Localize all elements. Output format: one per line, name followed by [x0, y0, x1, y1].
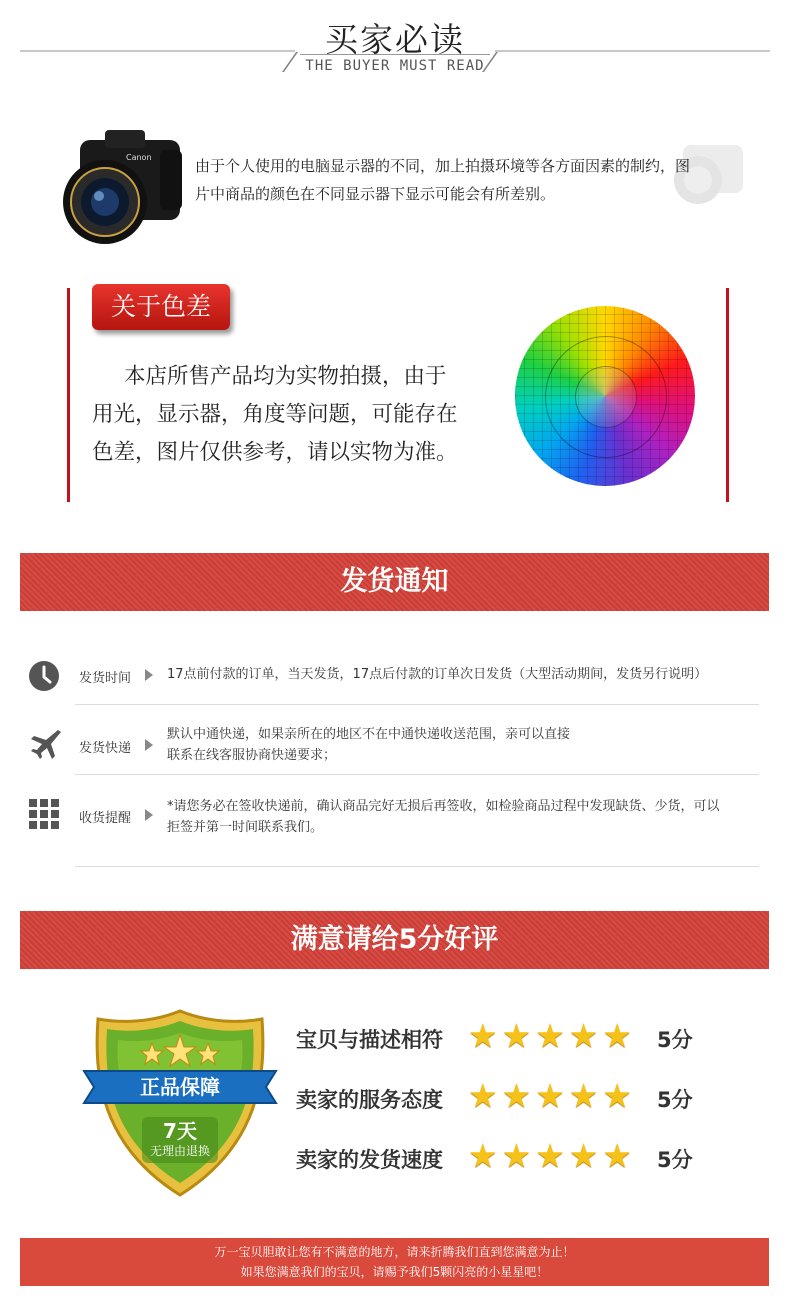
star-icon: ★ — [568, 1136, 599, 1175]
chevron-right-icon — [145, 739, 153, 751]
rating-stars-delivery — [468, 1136, 632, 1175]
badge-title: 正品保障 — [140, 1075, 220, 1099]
svg-text:Canon: Canon — [126, 153, 152, 162]
color-diff-line: 本店所售产品均为实物拍摄，由于 — [124, 364, 447, 389]
guarantee-badge — [80, 1005, 280, 1200]
rating-score-description: 5分 — [657, 1028, 693, 1052]
chevron-right-icon — [145, 669, 153, 681]
star-icon: ★ — [535, 1136, 565, 1175]
rating-label-delivery: 卖家的发货速度 — [296, 1148, 443, 1172]
star-icon: ★ — [501, 1136, 532, 1175]
chevron-right-icon — [145, 809, 153, 821]
receipt-reminder-text — [167, 796, 720, 838]
star-icon: ★ — [602, 1016, 632, 1055]
color-diff-right-bar — [726, 288, 729, 502]
color-diff-line: 色差，图片仅供参考，请以实物为准。 — [92, 440, 458, 465]
footer-line: 万一宝贝胆敢让您有不满意的地方，请来折腾我们直到您满意为止！ — [214, 1245, 575, 1259]
star-icon: ★ — [535, 1076, 565, 1115]
row-text-line: 17点前付款的订单，当天发货，17点后付款的订单次日发货（大型活动期间，发货另行说明） — [167, 667, 708, 682]
badge-days: 7天 — [163, 1119, 197, 1143]
row-text-line: *请您务必在签收快递前，确认商品完好无损后再签收，如检验商品过程中发现缺货、少货，可以 — [167, 799, 720, 814]
row-text-line: 拒签并第一时间联系我们。 — [167, 820, 324, 835]
display-difference-note: 由于个人使用的电脑显示器的不同，加上拍摄环境等各方面因素的制约，图片中商品的颜色在不同显示器下显示可能会有所差别。 — [195, 157, 691, 203]
star-icon: ★ — [468, 1136, 498, 1175]
badge-subtitle: 无理由退换 — [149, 1144, 210, 1158]
row-text-line: 默认中通快递，如果亲所在的地区不在中通快递收送范围，亲可以直接 — [167, 727, 571, 742]
footer-banner — [20, 1238, 769, 1286]
row-divider — [75, 866, 759, 867]
color-wheel-image — [515, 306, 695, 486]
star-icon: ★ — [568, 1016, 599, 1055]
row-divider — [75, 774, 759, 775]
rating-score-service: 5分 — [657, 1088, 693, 1112]
color-diff-tag: 关于色差 — [92, 284, 230, 330]
rating-label-description: 宝贝与描述相符 — [296, 1028, 443, 1052]
star-icon: ★ — [468, 1016, 498, 1055]
rating-stars-description — [468, 1016, 632, 1055]
airplane-icon — [28, 726, 62, 760]
shipping-courier-label: 发货快递 — [79, 741, 132, 756]
star-icon: ★ — [535, 1016, 565, 1055]
star-icon: ★ — [468, 1076, 498, 1115]
rating-score-delivery: 5分 — [657, 1148, 693, 1172]
color-diff-left-bar — [67, 288, 70, 502]
page-title: 买家必读 — [325, 20, 465, 59]
rating-stars-service — [468, 1076, 632, 1115]
grid-icon — [29, 799, 59, 829]
page-subtitle: THE BUYER MUST READ — [305, 58, 485, 74]
color-diff-text — [92, 358, 482, 472]
shipping-banner: 发货通知 — [20, 553, 769, 611]
clock-icon — [28, 660, 60, 692]
star-icon: ★ — [568, 1076, 599, 1115]
star-icon: ★ — [501, 1016, 532, 1055]
color-diff-line: 用光，显示器，角度等问题，可能存在 — [92, 402, 458, 427]
row-text-line: 联系在线客服协商快递要求； — [167, 748, 337, 763]
star-icon: ★ — [602, 1136, 632, 1175]
rating-label-service: 卖家的服务态度 — [296, 1088, 443, 1112]
shipping-time-label: 发货时间 — [79, 671, 132, 686]
footer-line: 如果您满意我们的宝贝，请赐予我们5颗闪亮的小星星吧！ — [240, 1265, 549, 1279]
shipping-time-text — [167, 664, 707, 685]
star-icon: ★ — [501, 1076, 532, 1115]
row-divider — [75, 704, 759, 705]
camera-image — [50, 120, 190, 245]
receipt-reminder-label: 收货提醒 — [79, 811, 132, 826]
star-icon: ★ — [602, 1076, 632, 1115]
review-banner: 满意请给5分好评 — [20, 911, 769, 969]
shipping-courier-text — [167, 724, 570, 766]
